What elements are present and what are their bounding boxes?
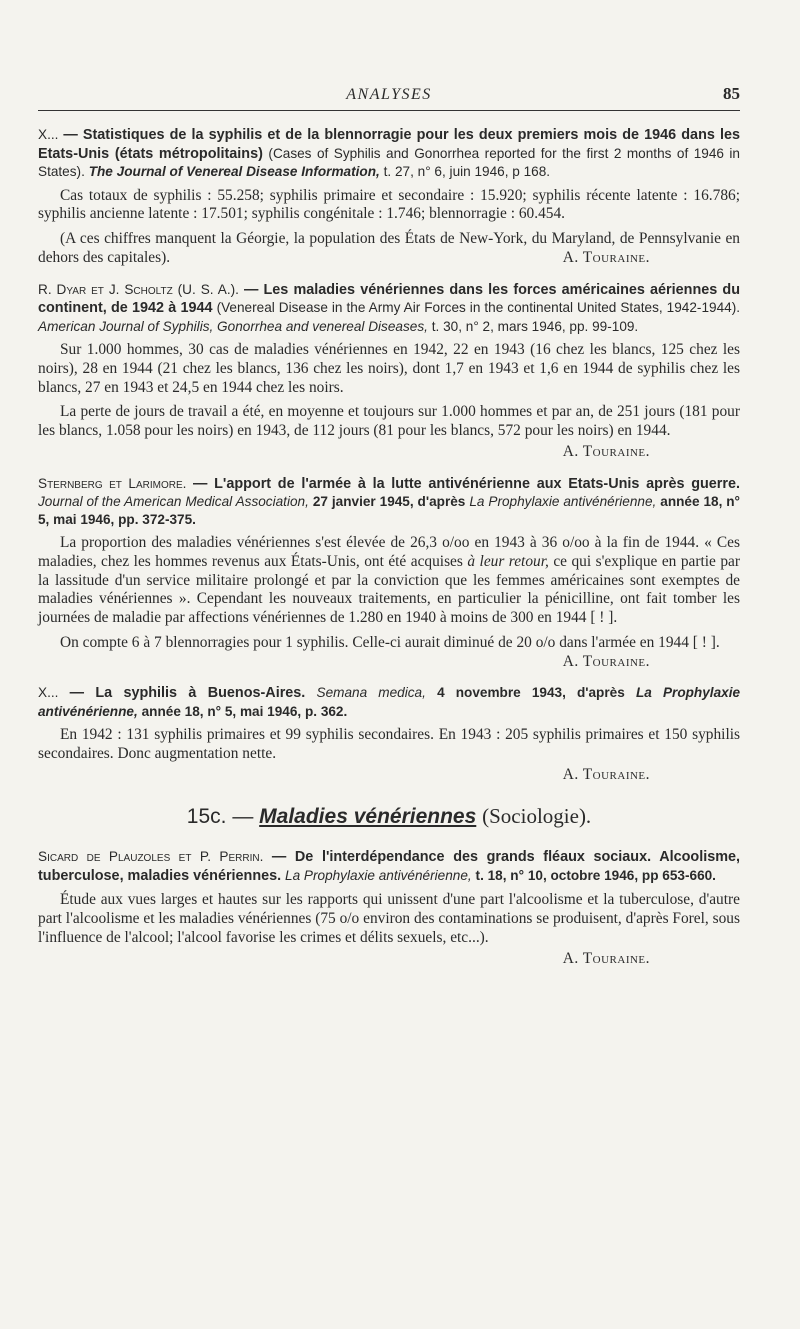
entry-title: — La syphilis à Buenos-Aires.	[69, 685, 306, 702]
abstract-paragraph	[38, 633, 740, 670]
section-number: 15c. —	[186, 804, 254, 828]
entry-ref: t. 18, n° 10, octobre 1946, pp 653-660.	[475, 867, 716, 883]
abstract-text: ce qui s'explique en partie par la lassitude d'un service militaire prolongé et par la conviction que les femmes américaines sont exemptes de maladies vénériennes ». Cependant les nouveaux traitements, en particulier la pénicilline, ont fait tomber les journées de maladie par affections vénériennes de 1.280 en 1940 à moins de 300 en 1944 [ ! ].	[38, 553, 740, 627]
section-title: Maladies vénériennes	[259, 804, 477, 828]
abstract-text: (A ces chiffres manquent la Géorgie, la population des États de New-York, du Maryland, de Pennsylvanie en dehors des capitales).	[38, 230, 740, 266]
entry-ref: t. 30, n° 2, mars 1946, pp. 99-109.	[431, 318, 639, 334]
entry-journal: The Journal of Venereal Disease Information,	[88, 164, 380, 180]
signature: A. Touraine.	[562, 652, 650, 670]
abstract-paragraph: La perte de jours de travail a été, en moyenne et toujours sur 1.000 hommes et par an, de 251 jours (181 pour les blancs, 1.058 pour les noirs) en 1943, de 112 jours (81 pour les blancs, 572 pour les noirs) en 1944.	[38, 403, 740, 440]
signature: A. Touraine.	[562, 765, 650, 783]
page-content	[38, 126, 740, 981]
abstract-emphasis: à leur retour,	[467, 553, 549, 571]
entry-journal: Journal of the American Medical Association,	[38, 494, 309, 510]
entry-ref-mid: 27 janvier 1945, d'après	[312, 494, 466, 510]
signature: A. Touraine.	[562, 949, 650, 967]
entry-journal: American Journal of Syphilis, Gonorrhea and venereal Diseases,	[38, 318, 428, 334]
abstract-paragraph: Étude aux vues larges et hautes sur les rapports qui unissent d'une part l'alcoolisme et la tuberculose, d'autre part l'alcoolisme et les maladies vénériennes (75 o/o environ des contaminations se produisent, d'après Forel, sous l'influence de l'alcool; l'alcool favorise les crimes et délits sexuels, etc...).	[38, 891, 740, 946]
citation	[38, 281, 740, 336]
citation	[38, 126, 740, 181]
entry-journal-2: La Prophylaxie antivénérienne,	[469, 494, 657, 510]
entry-title: — De l'interdépendance des grands fléaux sociaux. Alcoolisme, tuberculose, maladies vénériennes.	[38, 849, 740, 884]
entry-author: Sicard de Plauzoles et P. Perrin.	[38, 849, 264, 865]
entry-ref: année 18, n° 5, mai 1946, pp. 372-375.	[38, 494, 740, 527]
abstract-text: On compte 6 à 7 blennorragies pour 1 syphilis. Celle-ci aurait diminué de 20 o/o dans l'armée en 1944 [ ! ].	[60, 633, 720, 651]
abstract-entry	[38, 684, 740, 784]
signature: A. Touraine.	[562, 442, 650, 460]
entry-title: — L'apport de l'armée à la lutte antivénérienne aux Etats-Unis après guerre.	[193, 475, 741, 492]
entry-journal: Semana medica,	[316, 685, 426, 701]
entry-title: — Les maladies vénériennes dans les forces américaines aériennes du continent, de 1942 à 1944	[38, 281, 740, 317]
signature: A. Touraine.	[562, 248, 650, 266]
citation	[38, 684, 740, 720]
abstract-paragraph	[38, 534, 740, 628]
entry-ref-mid: 4 novembre 1943, d'après	[437, 685, 625, 701]
citation	[38, 475, 740, 529]
abstract-entry	[38, 475, 740, 672]
entry-journal-2: La Prophylaxie antivénérienne,	[38, 685, 741, 719]
abstract-entry	[38, 281, 740, 462]
abstract-paragraph: Sur 1.000 hommes, 30 cas de maladies vénériennes en 1942, 22 en 1943 (16 chez les blancs, 125 chez les noirs), 28 en 1944 (21 chez les blancs, 136 chez les noirs), dont 1,7 en 1943 et 1,6 en 1944 de syphilis chez les blancs, 27 en 1943 et 24,5 en 1944 chez les noirs.	[38, 341, 740, 396]
abstract-paragraph	[38, 230, 740, 267]
entry-ref: année 18, n° 5, mai 1946, p. 362.	[141, 703, 348, 719]
entry-source-en: (Cases of Syphilis and Gonorrhea reported for the first 2 months of 1946 in States).	[38, 145, 740, 180]
abstract-paragraph: En 1942 : 131 syphilis primaires et 99 syphilis secondaires. En 1943 : 205 syphilis primaires et 150 syphilis secondaires. Donc augmentation nette.	[38, 726, 740, 763]
entry-author: Sternberg et Larimore.	[38, 475, 187, 491]
section-heading	[38, 803, 740, 828]
entry-author: R. Dyar et J. Scholtz (U. S. A.).	[38, 281, 239, 297]
section-subtitle: (Sociologie).	[482, 803, 592, 828]
page-header	[38, 84, 740, 111]
entry-source-en: (Venereal Disease in the Army Air Forces in the continental United States, 1942-1944).	[216, 300, 740, 316]
running-title: ANALYSES	[346, 86, 432, 103]
entry-author: X...	[38, 685, 59, 701]
abstract-entry	[38, 848, 740, 968]
entry-title: — Statistiques de la syphilis et de la blennorragie pour les deux premiers mois de 1946 dans les Etats-Unis (états métropolitains)	[38, 127, 740, 162]
abstract-paragraph: Cas totaux de syphilis : 55.258; syphilis primaire et secondaire : 15.920; syphilis récente latente : 16.786; syphilis ancienne latente : 17.501; syphilis congénitale : 1.746; blennorragie : 60.454.	[38, 186, 740, 223]
abstract-entry	[38, 126, 740, 268]
entry-ref: t. 27, n° 6, juin 1946, p 168.	[383, 164, 551, 180]
entry-author: X...	[38, 127, 59, 142]
abstract-text: La proportion des maladies vénériennes s'est élevée de 26,3 o/oo en 1943 à 36 o/oo à la fin de 1944. « Ces maladies, chez les hommes revenus aux États-Unis, ont été acquises	[38, 534, 740, 571]
entry-journal: La Prophylaxie antivénérienne,	[285, 867, 472, 883]
page-number: 85	[723, 84, 740, 103]
citation	[38, 848, 740, 885]
